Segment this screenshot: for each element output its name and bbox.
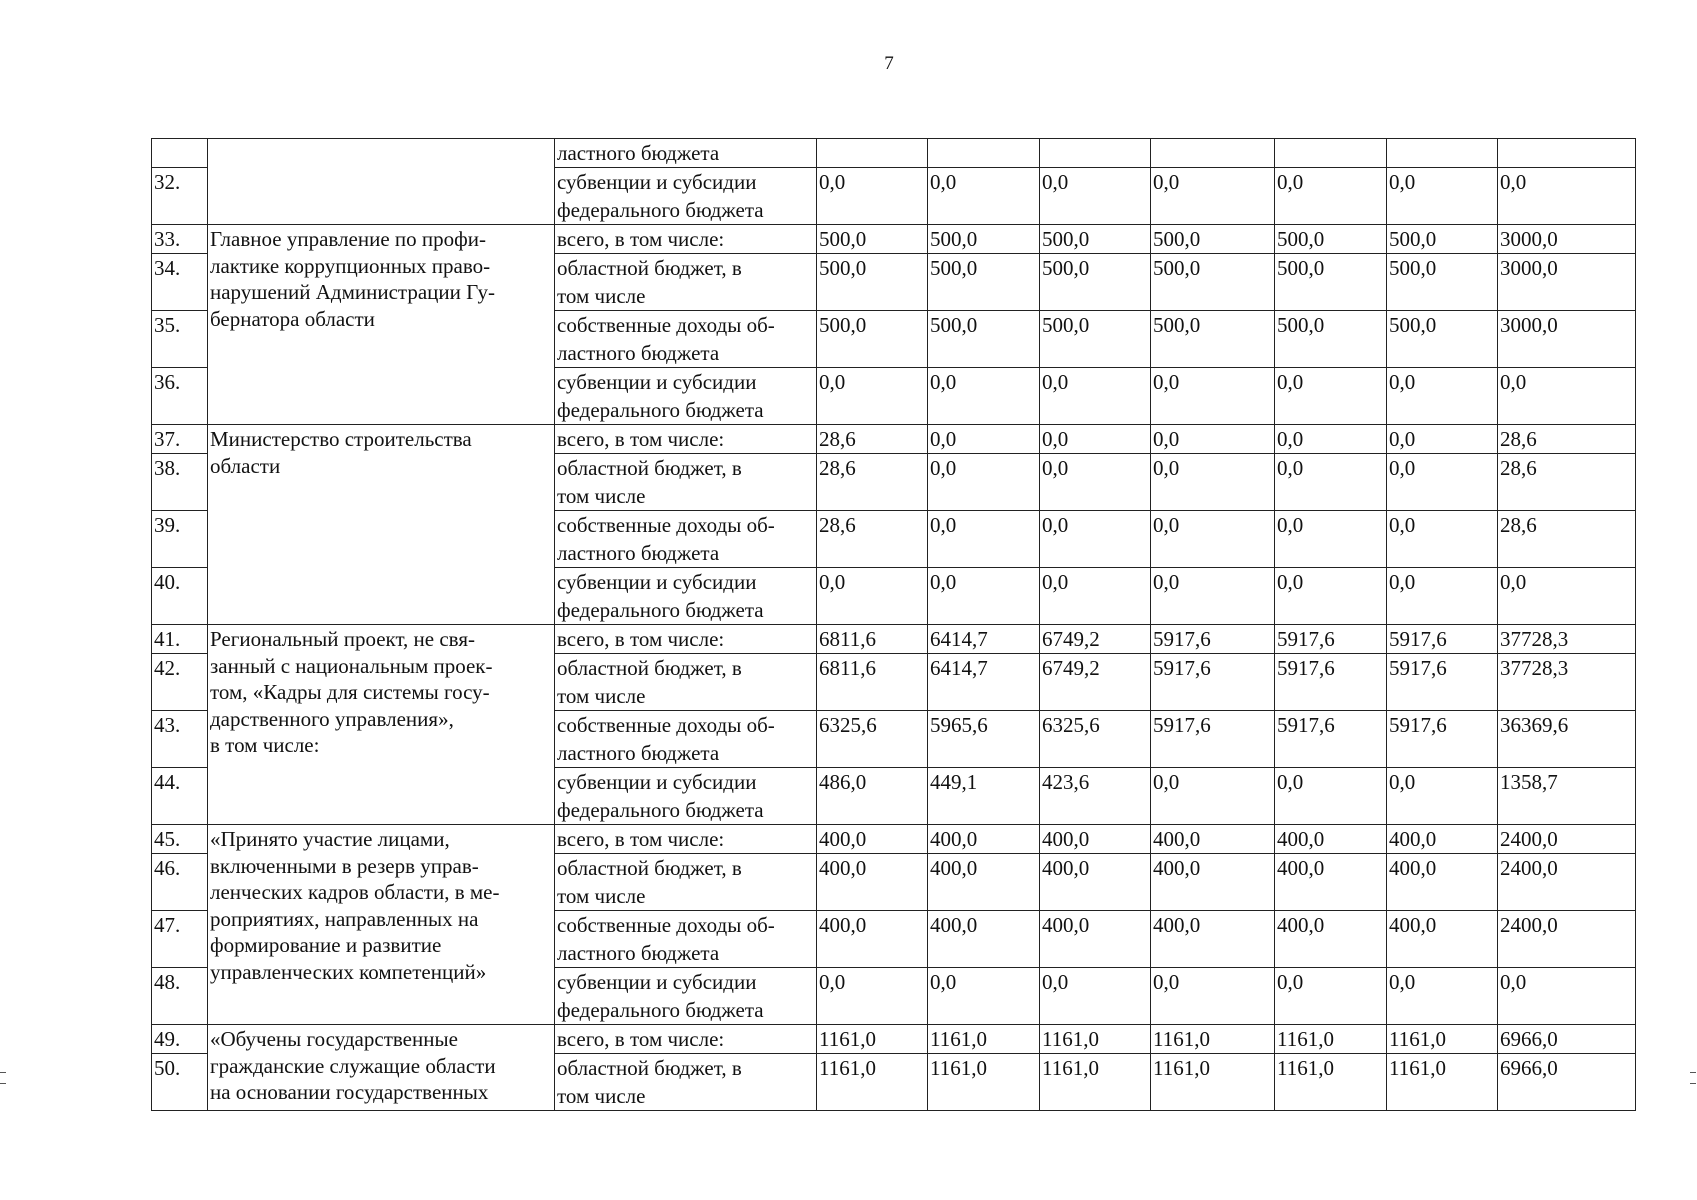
funding-source-line: том числе bbox=[557, 884, 646, 908]
value-year-3: 0,0 bbox=[1040, 968, 1151, 1025]
value-year-3: 400,0 bbox=[1040, 825, 1151, 854]
value-year-5: 0,0 bbox=[1275, 368, 1387, 425]
value-year-3: 0,0 bbox=[1040, 168, 1151, 225]
value-year-5: 500,0 bbox=[1275, 254, 1387, 311]
right-margin-mark bbox=[1690, 1072, 1696, 1084]
funding-source bbox=[555, 139, 817, 168]
value-total: 28,6 bbox=[1498, 425, 1636, 454]
funding-source-line: ластного бюджета bbox=[557, 741, 720, 765]
value-year-5: 400,0 bbox=[1275, 825, 1387, 854]
funding-source-line: собственные доходы об- bbox=[557, 913, 775, 937]
value-total: 6966,0 bbox=[1498, 1025, 1636, 1054]
value-year-1: 486,0 bbox=[817, 768, 928, 825]
value-total: 3000,0 bbox=[1498, 225, 1636, 254]
value-year-6: 5917,6 bbox=[1387, 625, 1498, 654]
value-year-5 bbox=[1275, 139, 1387, 168]
funding-source bbox=[555, 168, 817, 225]
organization-name bbox=[208, 225, 555, 425]
value-year-5: 0,0 bbox=[1275, 568, 1387, 625]
funding-source-line: том числе bbox=[557, 1084, 646, 1108]
value-year-3: 400,0 bbox=[1040, 854, 1151, 911]
value-year-3: 6749,2 bbox=[1040, 625, 1151, 654]
organization-name-line: Министерство строительства bbox=[210, 427, 472, 451]
value-total: 37728,3 bbox=[1498, 654, 1636, 711]
value-year-1: 6325,6 bbox=[817, 711, 928, 768]
value-year-4: 5917,6 bbox=[1151, 654, 1275, 711]
funding-source-line: субвенции и субсидии bbox=[557, 570, 757, 594]
row-number: 48. bbox=[152, 968, 208, 1025]
value-year-4: 1161,0 bbox=[1151, 1025, 1275, 1054]
value-year-2: 5965,6 bbox=[928, 711, 1040, 768]
funding-source bbox=[555, 511, 817, 568]
value-year-6: 400,0 bbox=[1387, 911, 1498, 968]
value-year-5: 500,0 bbox=[1275, 311, 1387, 368]
value-year-1: 28,6 bbox=[817, 454, 928, 511]
value-year-3: 423,6 bbox=[1040, 768, 1151, 825]
value-year-1: 1161,0 bbox=[817, 1025, 928, 1054]
value-year-2: 400,0 bbox=[928, 854, 1040, 911]
value-year-6: 5917,6 bbox=[1387, 654, 1498, 711]
value-year-6: 500,0 bbox=[1387, 311, 1498, 368]
value-total: 0,0 bbox=[1498, 168, 1636, 225]
funding-source bbox=[555, 1054, 817, 1111]
value-year-4: 500,0 bbox=[1151, 311, 1275, 368]
row-number: 50. bbox=[152, 1054, 208, 1111]
row-number: 41. bbox=[152, 625, 208, 654]
value-year-1: 1161,0 bbox=[817, 1054, 928, 1111]
table-row bbox=[152, 425, 1636, 454]
row-number: 40. bbox=[152, 568, 208, 625]
organization-name-line: нарушений Администрации Гу- bbox=[210, 280, 495, 304]
funding-source bbox=[555, 311, 817, 368]
value-year-6 bbox=[1387, 139, 1498, 168]
value-year-5: 5917,6 bbox=[1275, 625, 1387, 654]
value-year-2: 0,0 bbox=[928, 368, 1040, 425]
value-year-1: 28,6 bbox=[817, 425, 928, 454]
value-year-1: 400,0 bbox=[817, 854, 928, 911]
value-year-3: 400,0 bbox=[1040, 911, 1151, 968]
value-year-3: 0,0 bbox=[1040, 568, 1151, 625]
value-year-3: 500,0 bbox=[1040, 225, 1151, 254]
organization-name-line: том, «Кадры для системы госу- bbox=[210, 680, 490, 704]
funding-source bbox=[555, 568, 817, 625]
budget-table bbox=[151, 138, 1636, 1111]
row-number: 47. bbox=[152, 911, 208, 968]
value-year-4: 500,0 bbox=[1151, 225, 1275, 254]
organization-name-line: лактике коррупционных право- bbox=[210, 253, 491, 278]
organization-name-line: «Обучены государственные bbox=[210, 1027, 458, 1051]
organization-name-line: занный с национальным проек- bbox=[210, 653, 493, 678]
value-year-1: 400,0 bbox=[817, 911, 928, 968]
funding-source bbox=[555, 825, 817, 854]
row-number bbox=[152, 139, 208, 168]
funding-source-line: областной бюджет, в bbox=[557, 256, 742, 280]
value-year-1: 28,6 bbox=[817, 511, 928, 568]
funding-source-line: областной бюджет, в bbox=[557, 856, 742, 880]
value-year-6: 5917,6 bbox=[1387, 711, 1498, 768]
funding-source-line: всего, в том числе: bbox=[557, 627, 725, 651]
value-year-2: 0,0 bbox=[928, 511, 1040, 568]
value-year-6: 0,0 bbox=[1387, 168, 1498, 225]
value-year-2: 400,0 bbox=[928, 825, 1040, 854]
value-year-1: 0,0 bbox=[817, 368, 928, 425]
funding-source bbox=[555, 654, 817, 711]
funding-source bbox=[555, 254, 817, 311]
value-year-2 bbox=[928, 139, 1040, 168]
value-year-3: 500,0 bbox=[1040, 311, 1151, 368]
value-year-6: 400,0 bbox=[1387, 825, 1498, 854]
value-year-5: 400,0 bbox=[1275, 911, 1387, 968]
value-year-6: 0,0 bbox=[1387, 368, 1498, 425]
value-year-2: 0,0 bbox=[928, 454, 1040, 511]
value-year-3 bbox=[1040, 139, 1151, 168]
value-total: 6966,0 bbox=[1498, 1054, 1636, 1111]
value-year-2: 500,0 bbox=[928, 254, 1040, 311]
value-year-3: 6325,6 bbox=[1040, 711, 1151, 768]
funding-source-line: том числе bbox=[557, 684, 646, 708]
value-total: 28,6 bbox=[1498, 511, 1636, 568]
value-year-4: 1161,0 bbox=[1151, 1054, 1275, 1111]
value-total: 0,0 bbox=[1498, 968, 1636, 1025]
value-year-2: 449,1 bbox=[928, 768, 1040, 825]
table-row bbox=[152, 825, 1636, 854]
value-year-2: 1161,0 bbox=[928, 1054, 1040, 1111]
value-year-4: 400,0 bbox=[1151, 911, 1275, 968]
value-year-3: 0,0 bbox=[1040, 368, 1151, 425]
organization-name bbox=[208, 625, 555, 825]
value-year-2: 0,0 bbox=[928, 968, 1040, 1025]
row-number: 33. bbox=[152, 225, 208, 254]
value-year-2: 0,0 bbox=[928, 168, 1040, 225]
value-year-3: 0,0 bbox=[1040, 511, 1151, 568]
value-year-4: 400,0 bbox=[1151, 854, 1275, 911]
value-year-6: 0,0 bbox=[1387, 425, 1498, 454]
value-year-4 bbox=[1151, 139, 1275, 168]
value-year-4: 500,0 bbox=[1151, 254, 1275, 311]
funding-source-line: субвенции и субсидии bbox=[557, 170, 757, 194]
value-year-1: 0,0 bbox=[817, 168, 928, 225]
table-row bbox=[152, 1025, 1636, 1054]
row-number: 34. bbox=[152, 254, 208, 311]
value-year-5: 1161,0 bbox=[1275, 1025, 1387, 1054]
organization-name-line: роприятиях, направленных на bbox=[210, 906, 479, 931]
value-year-5: 0,0 bbox=[1275, 168, 1387, 225]
left-margin-mark bbox=[0, 1072, 6, 1084]
value-year-2: 0,0 bbox=[928, 425, 1040, 454]
value-year-5: 400,0 bbox=[1275, 854, 1387, 911]
funding-source-line: субвенции и субсидии bbox=[557, 370, 757, 394]
value-year-4: 5917,6 bbox=[1151, 625, 1275, 654]
funding-source-line: федерального бюджета bbox=[557, 198, 764, 222]
value-total: 2400,0 bbox=[1498, 854, 1636, 911]
value-year-1: 6811,6 bbox=[817, 625, 928, 654]
value-year-4: 0,0 bbox=[1151, 511, 1275, 568]
funding-source bbox=[555, 854, 817, 911]
value-year-6: 1161,0 bbox=[1387, 1054, 1498, 1111]
table-row bbox=[152, 139, 1636, 168]
organization-name-line: бернатора области bbox=[210, 306, 375, 331]
value-year-5: 5917,6 bbox=[1275, 711, 1387, 768]
row-number: 35. bbox=[152, 311, 208, 368]
organization-name-line: управленческих компетенций» bbox=[210, 959, 487, 984]
funding-source-line: областной бюджет, в bbox=[557, 456, 742, 480]
funding-source-line: ластного бюджета bbox=[557, 141, 720, 165]
funding-source-line: федерального бюджета bbox=[557, 398, 764, 422]
row-number: 36. bbox=[152, 368, 208, 425]
value-year-5: 0,0 bbox=[1275, 425, 1387, 454]
value-year-1: 500,0 bbox=[817, 311, 928, 368]
funding-source-line: собственные доходы об- bbox=[557, 513, 775, 537]
funding-source-line: федерального бюджета bbox=[557, 598, 764, 622]
value-year-3: 1161,0 bbox=[1040, 1054, 1151, 1111]
row-number: 42. bbox=[152, 654, 208, 711]
organization-name bbox=[208, 139, 555, 225]
funding-source bbox=[555, 968, 817, 1025]
organization-name-line: Региональный проект, не свя- bbox=[210, 627, 475, 651]
funding-source-line: всего, в том числе: bbox=[557, 827, 725, 851]
budget-table-body bbox=[152, 139, 1636, 1111]
row-number: 37. bbox=[152, 425, 208, 454]
organization-name-line: ленческих кадров области, в ме- bbox=[210, 880, 500, 904]
funding-source bbox=[555, 454, 817, 511]
value-year-4: 5917,6 bbox=[1151, 711, 1275, 768]
funding-source bbox=[555, 225, 817, 254]
value-total: 0,0 bbox=[1498, 368, 1636, 425]
organization-name-line: в том числе: bbox=[210, 733, 320, 757]
value-year-1: 0,0 bbox=[817, 568, 928, 625]
funding-source-line: федерального бюджета bbox=[557, 798, 764, 822]
organization-name-line: Главное управление по профи- bbox=[210, 227, 486, 251]
table-row bbox=[152, 225, 1636, 254]
value-year-2: 1161,0 bbox=[928, 1025, 1040, 1054]
value-year-6: 0,0 bbox=[1387, 568, 1498, 625]
value-year-1: 6811,6 bbox=[817, 654, 928, 711]
funding-source-line: всего, в том числе: bbox=[557, 227, 725, 251]
value-year-6: 500,0 bbox=[1387, 254, 1498, 311]
value-year-4: 0,0 bbox=[1151, 168, 1275, 225]
value-year-2: 6414,7 bbox=[928, 625, 1040, 654]
funding-source-line: ластного бюджета bbox=[557, 941, 720, 965]
funding-source-line: областной бюджет, в bbox=[557, 1056, 742, 1080]
value-total bbox=[1498, 139, 1636, 168]
row-number: 39. bbox=[152, 511, 208, 568]
value-year-6: 400,0 bbox=[1387, 854, 1498, 911]
funding-source bbox=[555, 711, 817, 768]
value-year-2: 500,0 bbox=[928, 225, 1040, 254]
value-year-5: 0,0 bbox=[1275, 768, 1387, 825]
value-year-2: 0,0 bbox=[928, 568, 1040, 625]
value-total: 36369,6 bbox=[1498, 711, 1636, 768]
organization-name bbox=[208, 825, 555, 1025]
row-number: 46. bbox=[152, 854, 208, 911]
funding-source-line: всего, в том числе: bbox=[557, 1027, 725, 1051]
value-year-6: 0,0 bbox=[1387, 768, 1498, 825]
organization-name-line: гражданские служащие области bbox=[210, 1053, 496, 1078]
funding-source-line: областной бюджет, в bbox=[557, 656, 742, 680]
organization-name-line: дарственного управления», bbox=[210, 706, 454, 731]
organization-name-line: области bbox=[210, 453, 281, 478]
organization-name-line: включенными в резерв управ- bbox=[210, 853, 479, 878]
value-year-5: 0,0 bbox=[1275, 511, 1387, 568]
row-number: 32. bbox=[152, 168, 208, 225]
funding-source bbox=[555, 911, 817, 968]
value-year-1: 500,0 bbox=[817, 254, 928, 311]
value-total: 37728,3 bbox=[1498, 625, 1636, 654]
funding-source-line: том числе bbox=[557, 484, 646, 508]
funding-source-line: ластного бюджета bbox=[557, 541, 720, 565]
funding-source-line: субвенции и субсидии bbox=[557, 770, 757, 794]
value-total: 0,0 bbox=[1498, 568, 1636, 625]
funding-source-line: субвенции и субсидии bbox=[557, 970, 757, 994]
value-year-4: 0,0 bbox=[1151, 768, 1275, 825]
value-year-5: 1161,0 bbox=[1275, 1054, 1387, 1111]
value-year-1: 500,0 bbox=[817, 225, 928, 254]
funding-source-line: федерального бюджета bbox=[557, 998, 764, 1022]
value-year-4: 0,0 bbox=[1151, 368, 1275, 425]
funding-source bbox=[555, 425, 817, 454]
value-year-6: 500,0 bbox=[1387, 225, 1498, 254]
value-year-5: 0,0 bbox=[1275, 454, 1387, 511]
value-total: 1358,7 bbox=[1498, 768, 1636, 825]
value-year-3: 0,0 bbox=[1040, 454, 1151, 511]
value-year-4: 400,0 bbox=[1151, 825, 1275, 854]
value-total: 2400,0 bbox=[1498, 825, 1636, 854]
value-total: 3000,0 bbox=[1498, 311, 1636, 368]
row-number: 38. bbox=[152, 454, 208, 511]
row-number: 44. bbox=[152, 768, 208, 825]
row-number: 45. bbox=[152, 825, 208, 854]
value-year-5: 0,0 bbox=[1275, 968, 1387, 1025]
value-year-6: 0,0 bbox=[1387, 511, 1498, 568]
value-year-4: 0,0 bbox=[1151, 568, 1275, 625]
organization-name bbox=[208, 425, 555, 625]
organization-name-line: на основании государственных bbox=[210, 1080, 489, 1104]
value-year-1: 400,0 bbox=[817, 825, 928, 854]
value-year-2: 6414,7 bbox=[928, 654, 1040, 711]
funding-source-line: том числе bbox=[557, 284, 646, 308]
value-year-1: 0,0 bbox=[817, 968, 928, 1025]
value-year-5: 5917,6 bbox=[1275, 654, 1387, 711]
table-row bbox=[152, 625, 1636, 654]
page-number: 7 bbox=[884, 53, 894, 74]
funding-source bbox=[555, 768, 817, 825]
value-year-3: 6749,2 bbox=[1040, 654, 1151, 711]
organization-name-line: «Принято участие лицами, bbox=[210, 827, 450, 851]
value-year-2: 500,0 bbox=[928, 311, 1040, 368]
funding-source-line: ластного бюджета bbox=[557, 341, 720, 365]
funding-source-line: собственные доходы об- bbox=[557, 713, 775, 737]
value-year-6: 0,0 bbox=[1387, 454, 1498, 511]
value-year-5: 500,0 bbox=[1275, 225, 1387, 254]
funding-source bbox=[555, 368, 817, 425]
value-year-4: 0,0 bbox=[1151, 425, 1275, 454]
value-year-3: 500,0 bbox=[1040, 254, 1151, 311]
value-year-3: 0,0 bbox=[1040, 425, 1151, 454]
value-total: 2400,0 bbox=[1498, 911, 1636, 968]
value-year-1 bbox=[817, 139, 928, 168]
value-year-4: 0,0 bbox=[1151, 968, 1275, 1025]
row-number: 43. bbox=[152, 711, 208, 768]
organization-name bbox=[208, 1025, 555, 1111]
value-year-3: 1161,0 bbox=[1040, 1025, 1151, 1054]
value-year-6: 0,0 bbox=[1387, 968, 1498, 1025]
value-year-2: 400,0 bbox=[928, 911, 1040, 968]
funding-source bbox=[555, 625, 817, 654]
value-year-4: 0,0 bbox=[1151, 454, 1275, 511]
funding-source-line: собственные доходы об- bbox=[557, 313, 775, 337]
funding-source bbox=[555, 1025, 817, 1054]
organization-name-line: формирование и развитие bbox=[210, 933, 442, 957]
value-total: 3000,0 bbox=[1498, 254, 1636, 311]
row-number: 49. bbox=[152, 1025, 208, 1054]
value-total: 28,6 bbox=[1498, 454, 1636, 511]
value-year-6: 1161,0 bbox=[1387, 1025, 1498, 1054]
funding-source-line: всего, в том числе: bbox=[557, 427, 725, 451]
